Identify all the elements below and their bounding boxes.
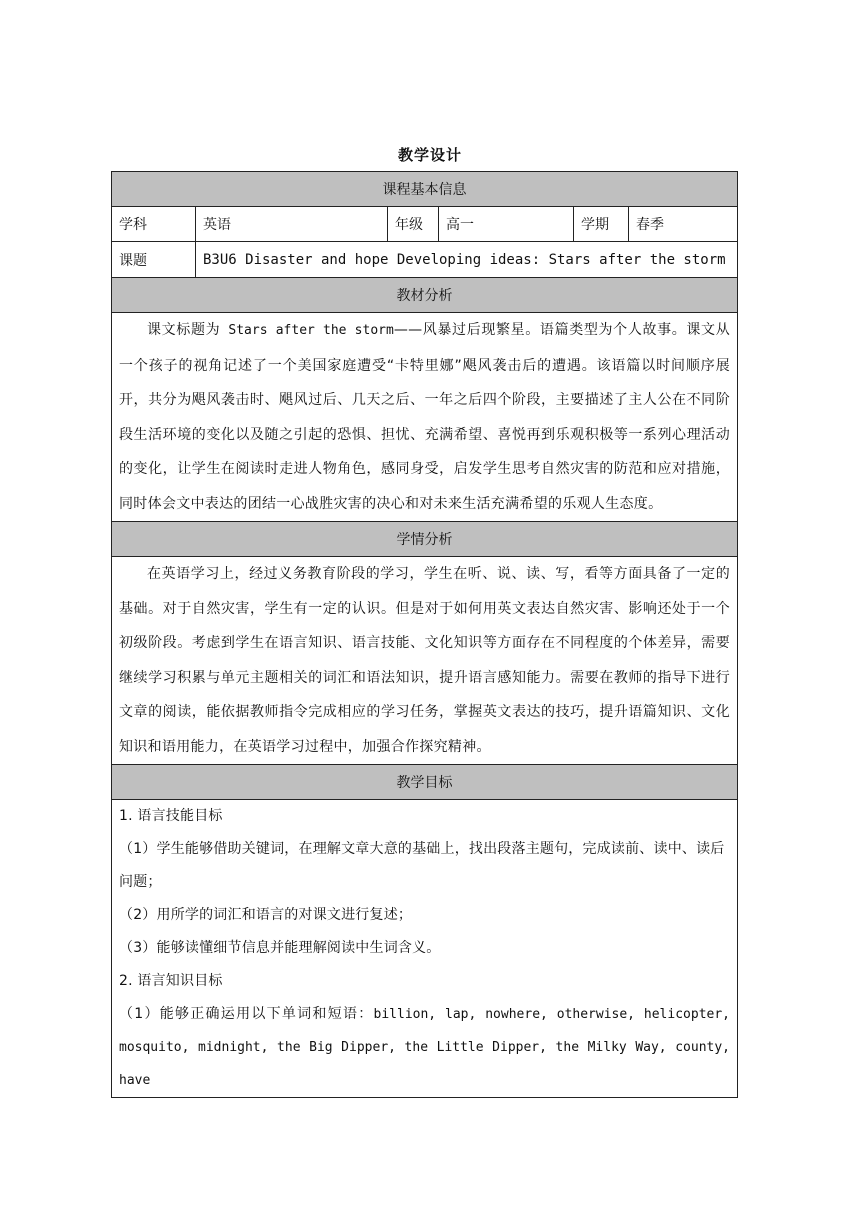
textbook-analysis-english-title: Stars after the storm [220, 323, 394, 338]
subject-value: 英语 [196, 207, 388, 242]
goal-2-item-1-prefix: （1）能够正确运用以下单词和短语： [119, 1006, 374, 1022]
goal-2-item-1 [119, 998, 730, 1097]
goal-1-title: 1. 语言技能目标 [119, 808, 223, 824]
goal-1-item-2: （2）用所学的词汇和语言的对课文进行复述； [119, 907, 413, 923]
section-header-teaching-goals: 教学目标 [112, 765, 738, 800]
textbook-analysis-prefix: 课文标题为 [147, 322, 221, 338]
subject-label: 学科 [112, 207, 196, 242]
textbook-analysis-header-row [112, 278, 738, 313]
grade-label: 年级 [388, 207, 439, 242]
grade-value: 高一 [439, 207, 574, 242]
topic-row [112, 242, 738, 278]
goal-1-item-3: （3）能够读懂细节信息并能理解阅读中生词含义。 [119, 940, 441, 956]
textbook-analysis-text [112, 313, 738, 522]
goal-2-title: 2. 语言知识目标 [119, 973, 223, 989]
textbook-analysis-row [112, 313, 738, 522]
section-header-learner-analysis: 学情分析 [112, 522, 738, 557]
info-row [112, 207, 738, 242]
topic-value: B3U6 Disaster and hope Developing ideas: Stars after the storm [196, 242, 738, 278]
goal-1-item-1: （1）学生能够借助关键词，在理解文章大意的基础上，找出段落主题句，完成读前、读中、读后问题； [119, 841, 725, 890]
basic-info-header-row [112, 172, 738, 207]
teaching-goals-header-row [112, 765, 738, 800]
term-label: 学期 [574, 207, 629, 242]
lesson-plan-table [111, 171, 738, 1098]
goal-2-item-1-words: billion, lap, nowhere, otherwise, helicopter, mosquito, midnight, the Big Dipper, the Little Dipper, the Milky Way, county, have [119, 1007, 730, 1088]
section-header-basic-info: 课程基本信息 [112, 172, 738, 207]
section-header-textbook-analysis: 教材分析 [112, 278, 738, 313]
learner-analysis-header-row [112, 522, 738, 557]
document-title: 教学设计 [397, 146, 462, 164]
teaching-goals-row [112, 800, 738, 1098]
topic-label: 课题 [112, 242, 196, 278]
teaching-goals-content [112, 800, 738, 1098]
learner-analysis-row [112, 557, 738, 765]
learner-analysis-text: 在英语学习上，经过义务教育阶段的学习，学生在听、说、读、写，看等方面具备了一定的基础。对于自然灾害，学生有一定的认识。但是对于如何用英文表达自然灾害、影响还处于一个初级阶段。考虑到学生在语言知识、语言技能、文化知识等方面存在不同程度的个体差异，需要继续学习积累与单元主题相关的词汇和语法知识，提升语言感知能力。需要在教师的指导下进行文章的阅读，能依据教师指令完成相应的学习任务，掌握英文表达的技巧，提升语篇知识、文化知识和语用能力，在英语学习过程中，加强合作探究精神。 [112, 557, 738, 765]
term-value: 春季 [629, 207, 738, 242]
textbook-analysis-body: ——风暴过后现繁星。语篇类型为个人故事。课文从一个孩子的视角记述了一个美国家庭遭受“卡特里娜”飓风袭击后的遭遇。该语篇以时间顺序展开，共分为飓风袭击时、飓风过后、几天之后、一年之后四个阶段，主要描述了主人公在不同阶段生活环境的变化以及随之引起的恐惧、担忧、充满希望、喜悦再到乐观积极等一系列心理活动的变化，让学生在阅读时走进人物角色，感同身受，启发学生思考自然灾害的防范和应对措施，同时体会文中表达的团结一心战胜灾害的决心和对未来生活充满希望的乐观人生态度。 [119, 322, 730, 512]
